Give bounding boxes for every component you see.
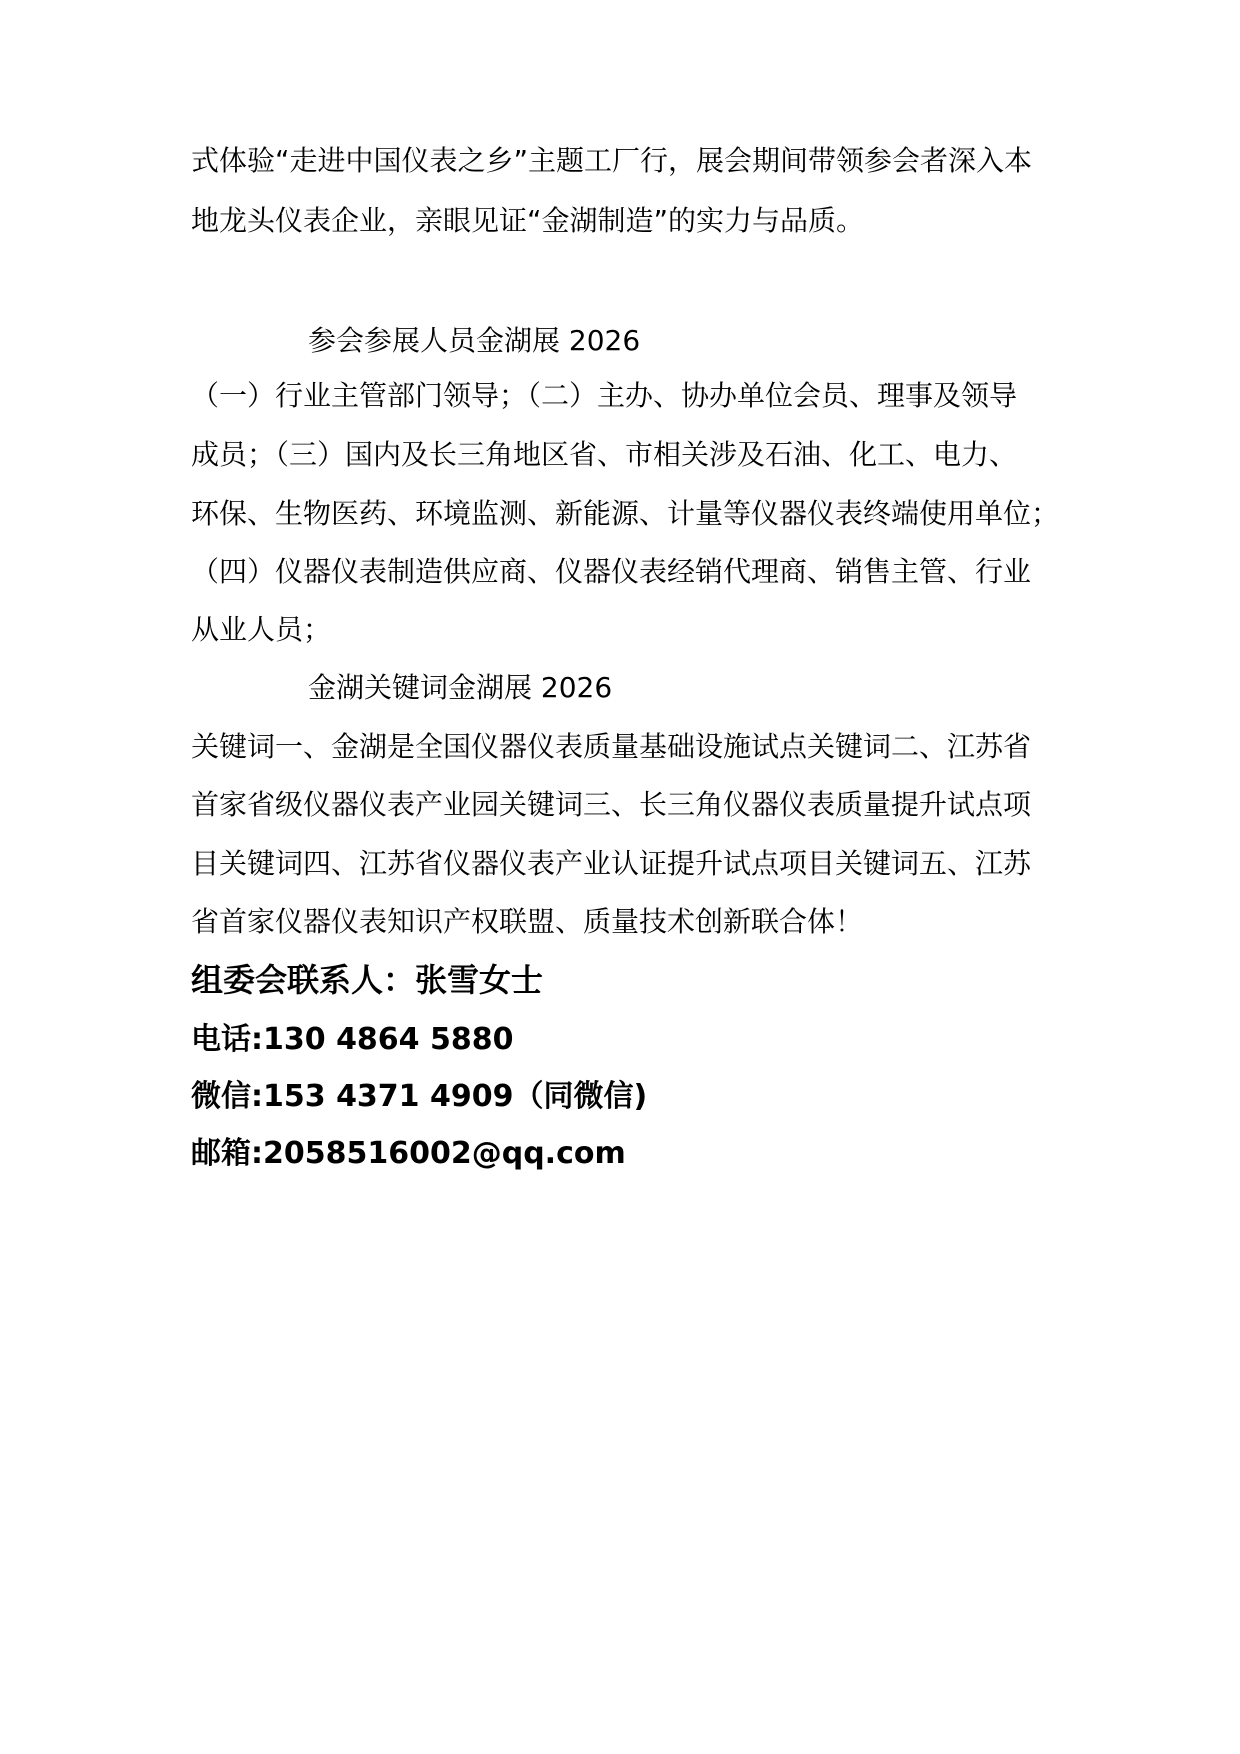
attendees-line-4: （四）仪器仪表制造供应商、仪器仪表经销代理商、销售主管、行业 — [191, 555, 1032, 588]
keywords-line-2: 首家省级仪器仪表产业园关键词三、长三角仪器仪表质量提升试点项 — [191, 788, 1032, 821]
attendees-heading: 参会参展人员金湖展 2026 — [308, 324, 641, 357]
attendees-line-2: 成员；（三）国内及长三角地区省、市相关涉及石油、化工、电力、 — [191, 438, 1018, 471]
attendees-line-1: （一）行业主管部门领导；（二）主办、协办单位会员、理事及领导 — [191, 379, 1018, 412]
contact-wechat: 微信:153 4371 4909（同微信) — [191, 1079, 648, 1114]
attendees-line-5: 从业人员； — [191, 613, 332, 646]
intro-line-2: 地龙头仪表企业，亲眼见证“金湖制造”的实力与品质。 — [191, 204, 865, 237]
keywords-line-1: 关键词一、金湖是全国仪器仪表质量基础设施试点关键词二、江苏省 — [191, 730, 1032, 763]
contact-phone: 电话:130 4864 5880 — [191, 1022, 514, 1057]
keywords-heading: 金湖关键词金湖展 2026 — [308, 671, 613, 704]
keywords-line-4: 省首家仪器仪表知识产权联盟、质量技术创新联合体！ — [191, 905, 864, 938]
contact-email: 邮箱:2058516002@qq.com — [191, 1136, 626, 1171]
attendees-line-3: 环保、生物医药、环境监测、新能源、计量等仪器仪表终端使用单位； — [191, 497, 1060, 530]
contact-person: 组委会联系人：张雪女士 — [191, 961, 544, 999]
intro-line-1: 式体验“走进中国仪表之乡”主题工厂行，展会期间带领参会者深入本 — [191, 144, 1033, 177]
keywords-line-3: 目关键词四、江苏省仪器仪表产业认证提升试点项目关键词五、江苏 — [191, 847, 1032, 880]
